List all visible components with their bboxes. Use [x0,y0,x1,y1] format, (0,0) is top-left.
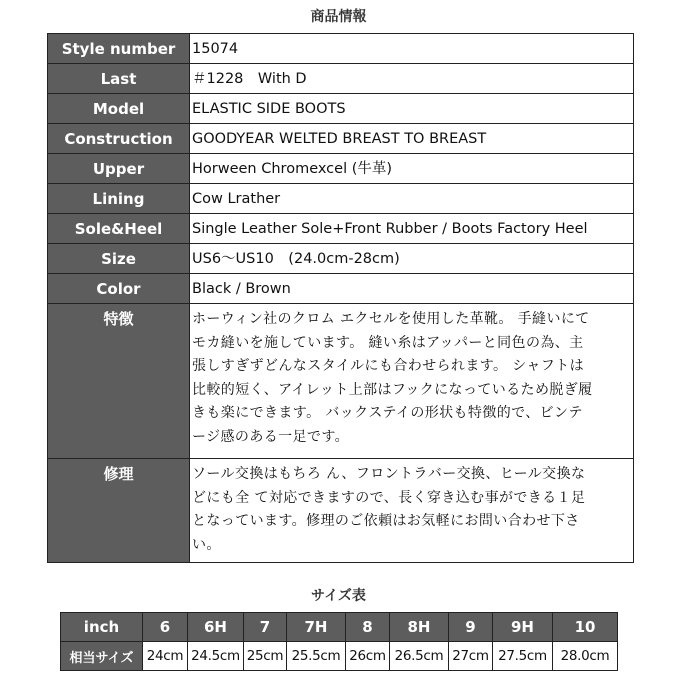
size-cm-cell: 24.5cm [188,642,244,671]
size-cm-cell: 27.5cm [493,642,553,671]
repair-line: どにも全 て対応できますので、長く穿き込む事ができる１足 [192,489,586,506]
spec-label: 修理 [48,459,190,563]
features-line: 比較的短く、アイレット上部はフックになっているため脱ぎ履 [192,381,593,398]
size-header-cell: 10 [553,613,618,642]
size-header-cell: 7 [244,613,287,642]
spec-label: 特徴 [48,304,190,459]
spec-value: 15074 [190,34,634,64]
spec-label: Style number [48,34,190,64]
spec-label: Model [48,94,190,124]
size-row-label: 相当サイズ [61,642,143,671]
spec-row-upper [48,154,634,184]
size-header-cell: 6H [188,613,244,642]
size-cm-cell: 25cm [244,642,287,671]
product-info-title: 商品情報 [310,9,367,25]
features-text [190,304,634,459]
spec-label: Size [48,244,190,274]
spec-row-construction [48,124,634,154]
size-header-cell: 6 [143,613,188,642]
spec-row-style-number [48,34,634,64]
features-line: 張しすぎずどんなスタイルにも合わせられます。 シャフトは [192,358,584,374]
size-chart-header-row [61,613,618,642]
spec-row-model [48,94,634,124]
repair-line: となっています。修理のご依頼はお気軽にお問い合わせ下さ [192,513,580,529]
size-cm-cell: 26.5cm [390,642,449,671]
spec-value: ELASTIC SIDE BOOTS [190,94,634,124]
size-header-cell: 9 [449,613,493,642]
spec-row-sole-heel [48,214,634,244]
repair-line: い。 [192,536,221,553]
size-cm-cell: 24cm [143,642,188,671]
product-spec-table [47,33,634,563]
features-line: ホーウィン社のクロム エクセルを使用した革靴。 手縫いにて [192,311,590,327]
repair-text [190,459,634,563]
spec-row-features [48,304,634,459]
features-line: ージ感のある一足です。 [192,428,349,445]
size-header-cell: 8 [346,613,390,642]
size-header-cell: 7H [287,613,346,642]
spec-value: Black / Brown [190,274,634,304]
size-header-cell: 8H [390,613,449,642]
spec-row-last [48,64,634,94]
spec-label: Lining [48,184,190,214]
spec-value: Single Leather Sole+Front Rubber / Boots Factory Heel [190,214,634,244]
spec-value: ＃1228 With D [190,64,634,94]
spec-row-color [48,274,634,304]
size-cm-cell: 28.0cm [553,642,618,671]
spec-value: Horween Chromexcel (牛革) [190,154,634,184]
size-cm-cell: 26cm [346,642,390,671]
spec-label: Construction [48,124,190,154]
size-header-label: inch [61,613,143,642]
spec-row-repair [48,459,634,563]
repair-line: ソール交換はもちろ ん、フロントラバー交換、ヒール交換な [192,466,586,482]
spec-row-size [48,244,634,274]
size-cm-cell: 27cm [449,642,493,671]
size-chart-cm-row [61,642,618,671]
spec-row-lining [48,184,634,214]
size-header-cell: 9H [493,613,553,642]
size-cm-cell: 25.5cm [287,642,346,671]
spec-value: Cow Lrather [190,184,634,214]
size-chart-table [60,612,618,671]
spec-label: Upper [48,154,190,184]
size-chart-title: サイズ表 [311,588,366,604]
spec-value: US6～US10 (24.0cm-28cm) [190,244,634,274]
features-line: きも楽にできます。 バックステイの形状も特徴的で、ビンテ [192,405,583,421]
spec-label: Last [48,64,190,94]
spec-value: GOODYEAR WELTED BREAST TO BREAST [190,124,634,154]
features-line: モカ縫いを施しています。 縫い糸はアッパーと同色の為、主 [192,334,584,351]
spec-label: Color [48,274,190,304]
spec-label: Sole&Heel [48,214,190,244]
